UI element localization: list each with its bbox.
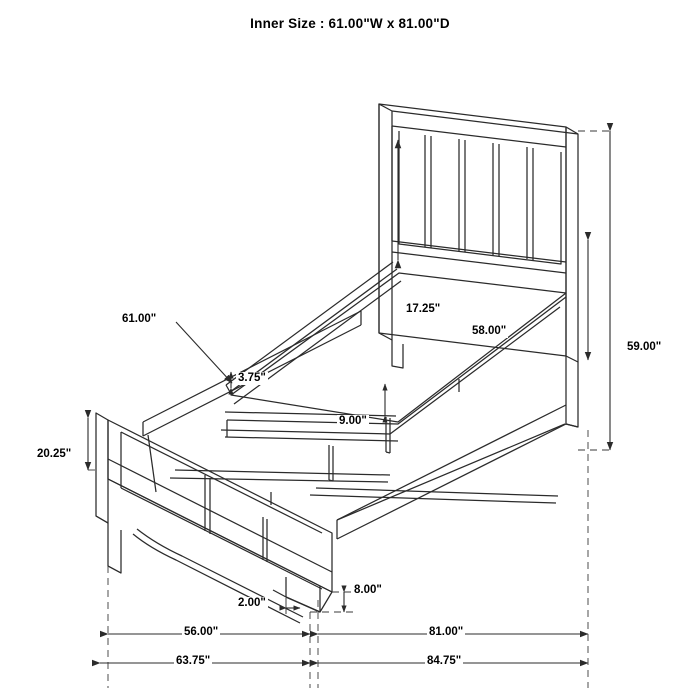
footboard-foot-right-edge xyxy=(273,590,286,597)
dimension-arrows xyxy=(88,131,610,663)
footboard-left-post xyxy=(96,413,108,523)
headboard-panel-frame xyxy=(399,131,561,264)
label-outer-depth: 84.75" xyxy=(427,655,462,667)
headboard-leg-right xyxy=(566,356,578,427)
cross-rail-top xyxy=(226,262,393,385)
page-title: Inner Size : 61.00"W x 81.00"D xyxy=(250,16,450,31)
label-inner-depth: 81.00" xyxy=(429,626,464,638)
footboard-inner-top xyxy=(121,432,322,533)
headboard-leg-right-bottom xyxy=(566,424,578,427)
headboard-leg-left xyxy=(392,340,403,368)
headboard-left-post xyxy=(379,104,392,340)
label-footboard-height: 20.25" xyxy=(37,448,72,460)
label-rail-thickness: 3.75" xyxy=(238,372,266,384)
bed-outline-group xyxy=(96,104,578,623)
label-clearance: 8.00" xyxy=(354,584,382,596)
slat-deck-upper xyxy=(231,273,566,422)
label-top-rail-width: 61.00" xyxy=(122,313,157,325)
slat-line-4 xyxy=(310,495,556,503)
slat-line-2 xyxy=(234,281,401,404)
slat-line-5 xyxy=(225,437,398,441)
footboard-skirt xyxy=(133,534,300,623)
footboard-left-post-bottom xyxy=(96,516,108,523)
label-footboard-outer-width: 63.75" xyxy=(176,655,211,667)
headboard-rail-line xyxy=(392,252,566,273)
label-footboard-width: 56.00" xyxy=(184,626,219,638)
label-foot-offset: 2.00" xyxy=(238,597,266,609)
headboard-top-edge xyxy=(392,111,578,134)
label-slat-height: 9.00" xyxy=(339,415,367,427)
footboard-leg-left-foot xyxy=(108,566,121,573)
footboard-skirt-b xyxy=(137,529,303,617)
headboard-right-post xyxy=(566,127,578,362)
label-headboard-height: 58.00" xyxy=(472,325,507,337)
footboard-leg-left xyxy=(108,523,121,573)
label-overall-height: 59.00" xyxy=(627,341,662,353)
slat-line-6b xyxy=(170,478,388,482)
footboard-face xyxy=(108,420,332,592)
footboard-foot-right xyxy=(286,577,320,612)
label-panel-height: 17.25" xyxy=(406,303,441,315)
slat-line-1 xyxy=(225,412,396,416)
deck-near-edge xyxy=(337,424,565,520)
headboard-panel-bottom xyxy=(392,241,566,262)
leader-width xyxy=(176,322,232,383)
footboard-foot-right-bottom xyxy=(286,597,320,612)
footboard-leg-right xyxy=(320,586,332,612)
cross-rail-top-cap xyxy=(226,385,230,392)
